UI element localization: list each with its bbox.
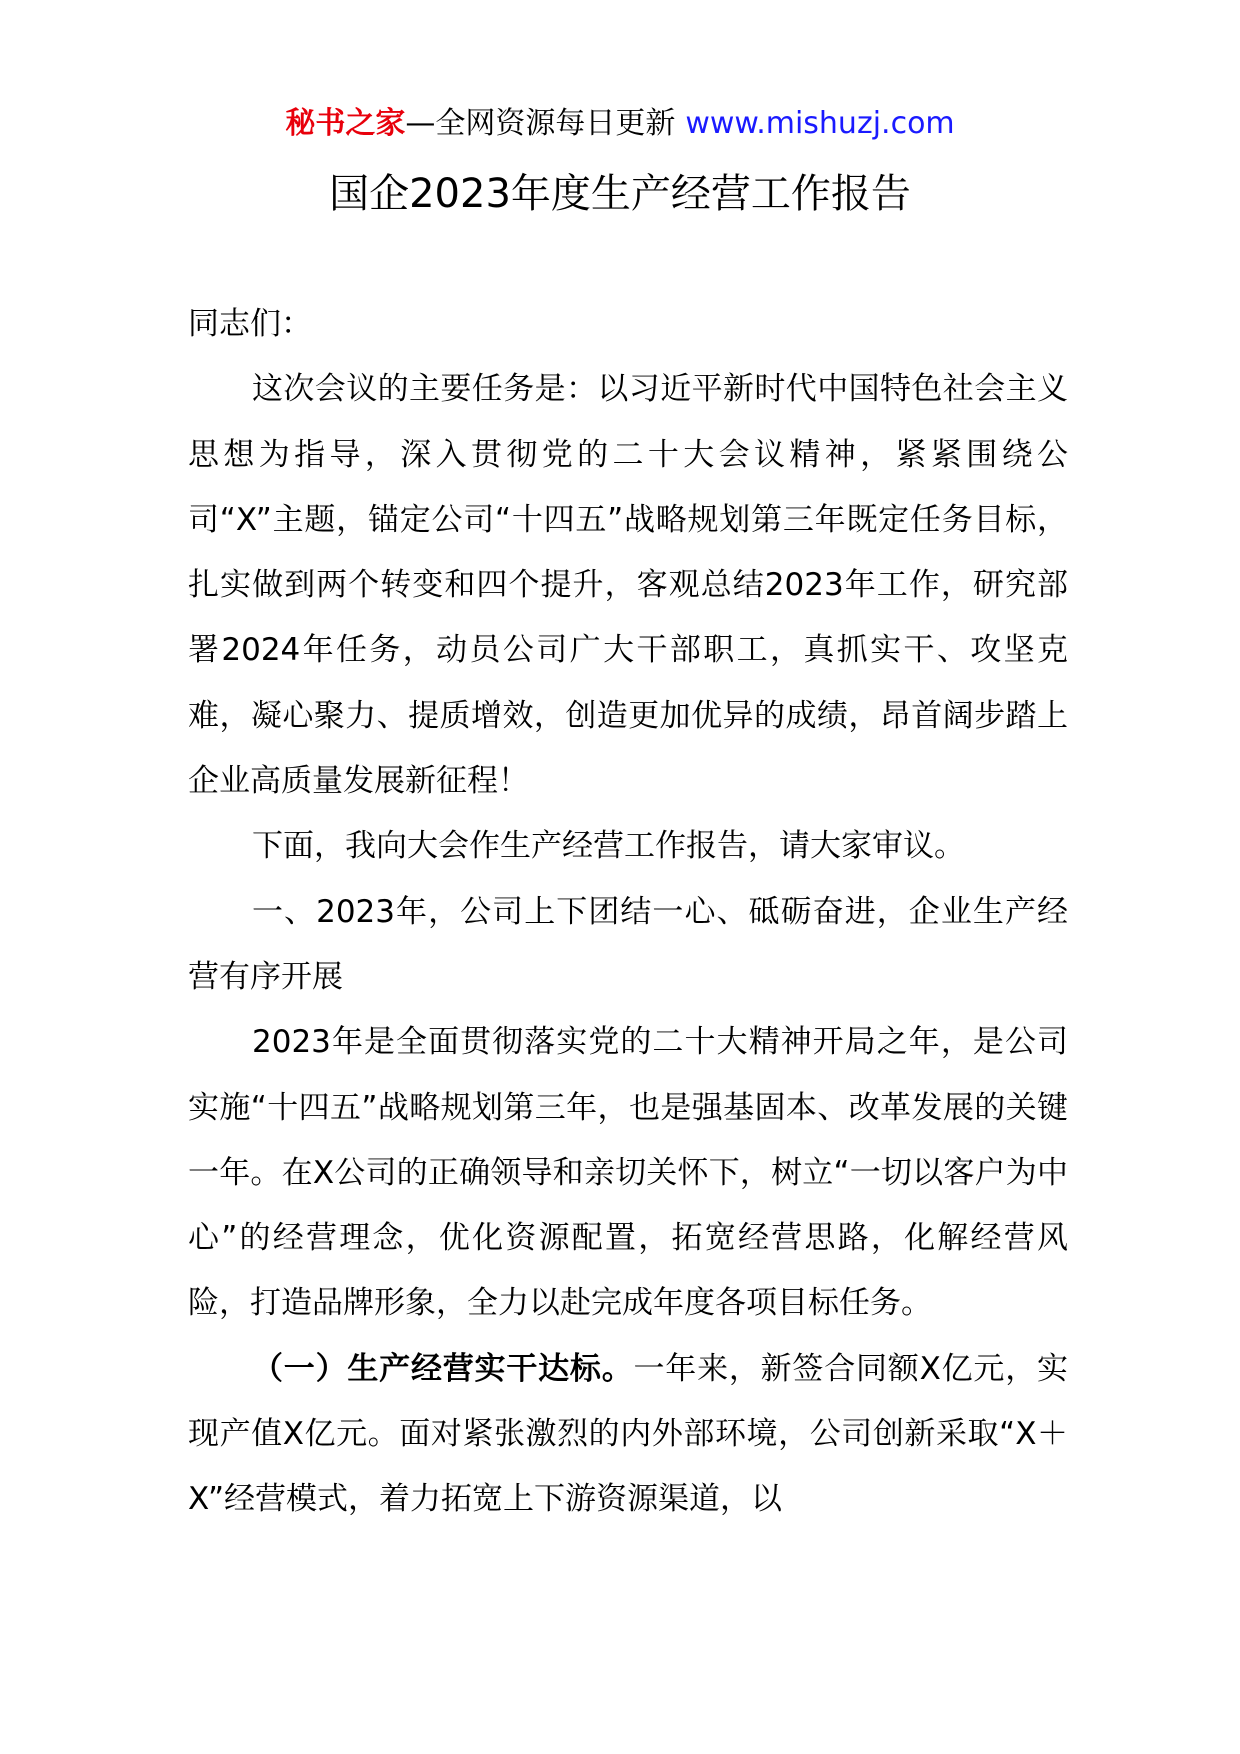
document-title: 国企2023年度生产经营工作报告	[329, 171, 911, 217]
site-url-link[interactable]: www.mishuzj.com	[685, 106, 955, 141]
document-body	[188, 292, 1068, 1533]
paragraph-report-note: 下面，我向大会作生产经营工作报告，请大家审议。	[252, 828, 965, 865]
subsection-text: 一年来，新签合同额X亿元，实现产值X亿元。面对紧张激烈的内外部环境，公司创新采取“X＋X”经营模式，着力拓宽上下游资源渠道，以	[188, 1350, 1068, 1518]
site-header	[0, 104, 1240, 144]
paragraph-intro: 这次会议的主要任务是：以习近平新时代中国特色社会主义思想为指导，深入贯彻党的二十大会议精神，紧紧围绕公司“X”主题，锚定公司“十四五”战略规划第三年既定任务目标，扎实做到两个转变和四个提升，客观总结2023年工作，研究部署2024年任务，动员公司广大干部职工，真抓实干、攻坚克难，凝心聚力、提质增效，创造更加优异的成绩，昂首阔步踏上企业高质量发展新征程！	[188, 371, 1068, 800]
header-tagline: —全网资源每日更新	[405, 106, 676, 141]
paragraph-production	[188, 1337, 1068, 1533]
brand-name: 秘书之家	[285, 106, 406, 141]
subsection-heading: （一）生产经营实干达标。	[252, 1350, 634, 1387]
section-heading-1: 一、2023年，公司上下团结一心、砥砺奋进，企业生产经营有序开展	[188, 893, 1068, 995]
paragraph-2023-overview: 2023年是全面贯彻落实党的二十大精神开局之年，是公司实施“十四五”战略规划第三年，也是强基固本、改革发展的关键一年。在X公司的正确领导和亲切关怀下，树立“一切以客户为中心”的经营理念，优化资源配置，拓宽经营思路，化解经营风险，打造品牌形象，全力以赴完成年度各项目标任务。	[188, 1024, 1068, 1322]
salutation: 同志们：	[188, 306, 312, 342]
